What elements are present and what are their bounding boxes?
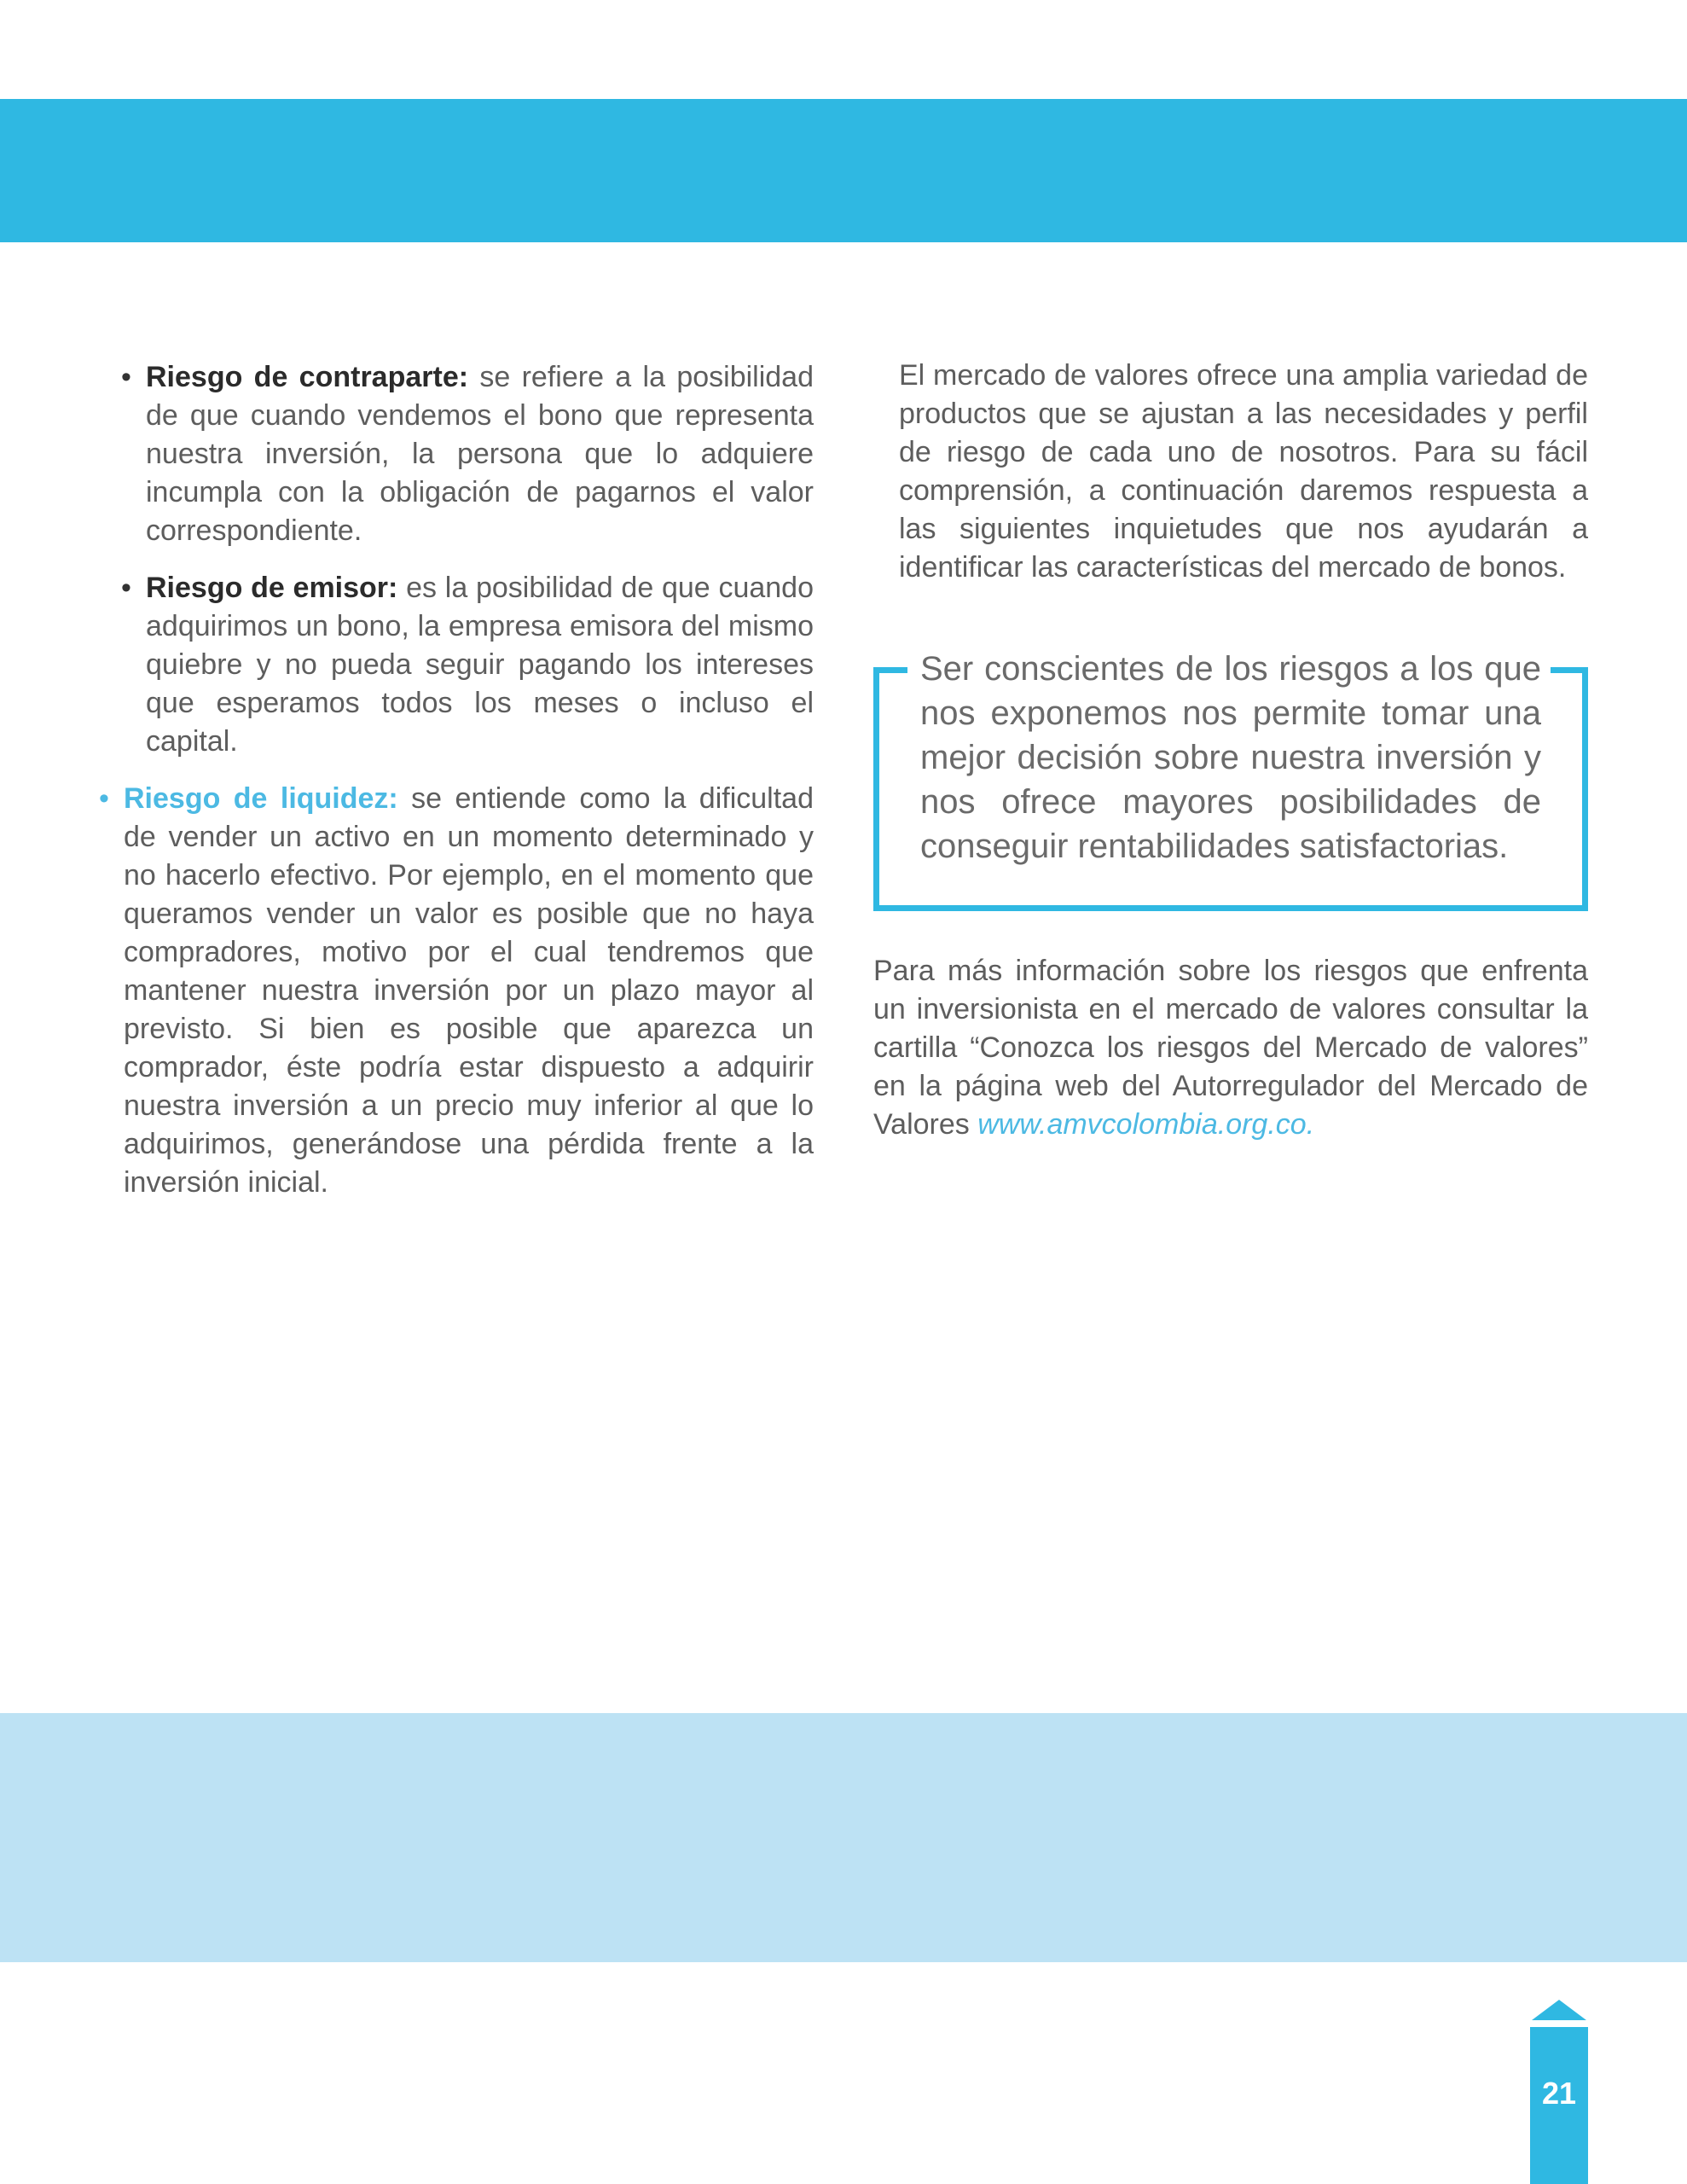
more-info-paragraph [873,952,1588,1144]
bullet-counterparty-risk [102,358,814,550]
term-counterparty-risk: Riesgo de contraparte: [146,361,469,393]
footer-band [0,1713,1687,1962]
header-band [0,99,1687,242]
page-number: 21 [1541,2076,1577,2111]
right-column [873,357,1588,1144]
bullet-liquidity-risk [99,780,814,1202]
left-column [99,358,814,1221]
term-issuer-risk: Riesgo de emisor: [146,572,398,604]
bullet-text: es la posibilidad de que cuando adquirimos un bono, la empresa emisora del mismo quiebre y no pueda seguir pagando los intereses que esperamos todos los meses o incluso el capital. [146,572,814,758]
bullet-text: se entiende como la dificultad de vender un activo en un momento determinado y no hacerlo efectivo. Por ejemplo, en el momento que queramos vender un valor es posible que no haya compradores, motivo por el cual tendremos que mantener nuestra inversión por un plazo mayor al previsto. Si bien es posible que aparezca un comprador, éste podría estar dispuesto a adquirir nuestra inversión a un precio muy inferior al que lo adquirimos, generándose una pérdida frente a la inversión inicial. [124,782,814,1199]
callout-border-right-segment [1551,667,1588,673]
callout-text: Ser conscientes de los riesgos a los que nos exponemos nos permite tomar una mejor decisión sobre nuestra inversión y nos ofrece mayores posibilidades de conseguir rentabilidades satisfactorias. [920,650,1541,865]
page-marker-arrow-icon [1532,2000,1586,2020]
bullet-text: se refiere a la posibilidad de que cuando vendemos el bono que representa nuestra inversión, la persona que lo adquiere incumpla con la obligación de pagarnos el valor correspondiente. [146,361,814,547]
bullet-dot: • [121,572,131,604]
callout-box [873,650,1588,911]
more-info-text: Para más información sobre los riesgos que enfrenta un inversionista en el mercado de valores consultar la cartilla “Conozca los riesgos del Mercado de valores” en la página web del Autorregulador del Mercado de Valores [873,955,1588,1141]
term-liquidity-risk: Riesgo de liquidez: [124,782,398,815]
bullet-dot: • [99,782,109,815]
bullet-dot: • [121,361,131,393]
bullet-issuer-risk [102,569,814,761]
amv-website-link[interactable]: www.amvcolombia.org.co. [977,1108,1315,1141]
intro-paragraph: El mercado de valores ofrece una amplia variedad de productos que se ajustan a las necesidades y perfil de riesgo de cada uno de nosotros. Para su fácil comprensión, a continuación daremos respuesta a las siguientes inquietudes que nos ayudarán a identificar las características del mercado de bonos. [899,359,1588,584]
callout-border-left-segment [873,667,907,673]
